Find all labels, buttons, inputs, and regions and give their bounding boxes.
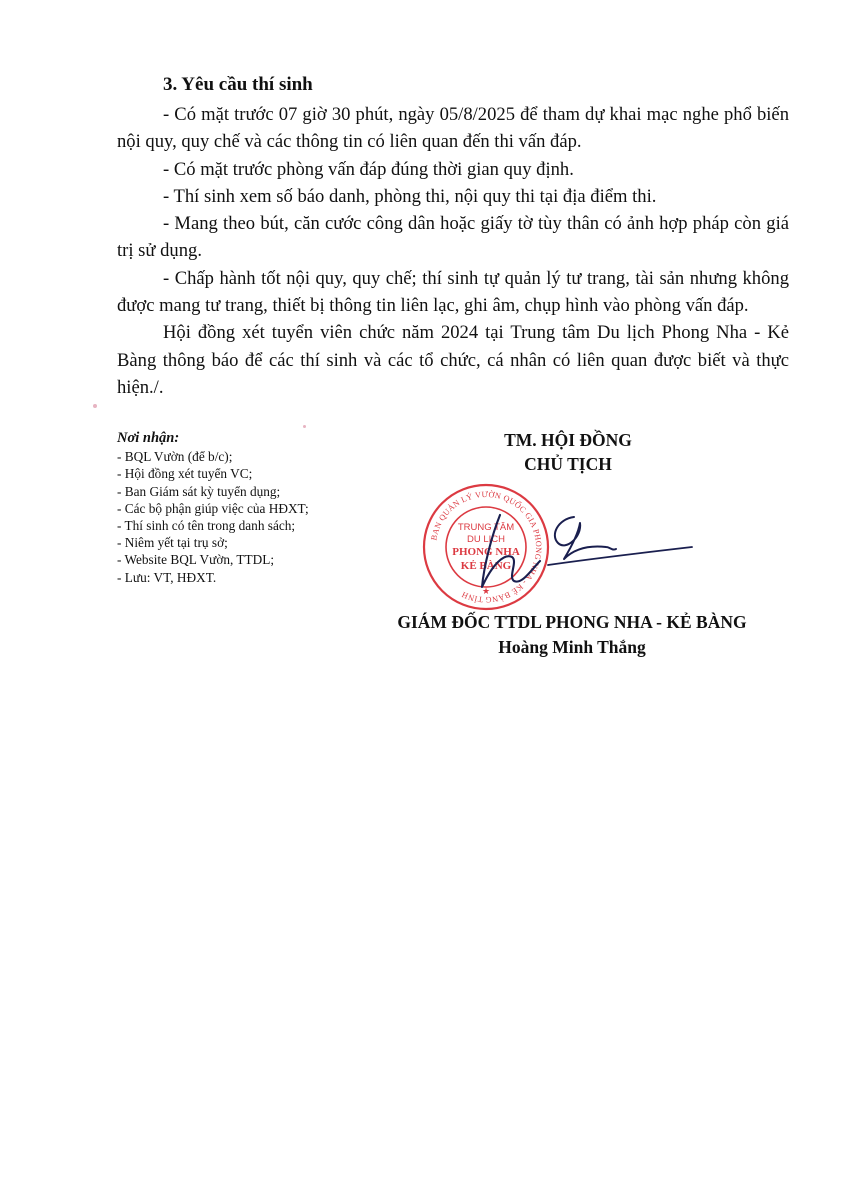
scan-speck <box>93 404 97 408</box>
recipient-item: - BQL Vườn (để b/c); <box>117 449 233 465</box>
scan-speck <box>303 425 306 428</box>
signer-name: Hoàng Minh Thắng <box>498 637 646 657</box>
signature-footer <box>360 610 784 660</box>
paragraph-on-time: - Có mặt trước phòng vấn đáp đúng thời gian quy định. <box>163 158 574 180</box>
svg-text:★: ★ <box>481 586 491 596</box>
signer-position: GIÁM ĐỐC TTDL PHONG NHA - KẺ BÀNG <box>397 612 747 632</box>
paragraph-documents: - Mang theo bút, căn cước công dân hoặc giấy tờ tùy thân có ảnh hợp pháp còn giá trị sử dụng. <box>117 213 789 262</box>
recipient-item: - Lưu: VT, HĐXT. <box>117 569 217 585</box>
paragraph-rules: - Chấp hành tốt nội quy, quy chế; thí sinh tự quản lý tư trang, tài sản nhưng không được mang tư trang, thiết bị thông tin liên lạc, ghi âm, chụp hình vào phòng vấn đáp. <box>117 267 789 317</box>
paragraph-exam-info: - Thí sinh xem số báo danh, phòng thi, nội quy thi tại địa điểm thi. <box>163 185 657 207</box>
seal-center-line1: TRUNG TÂM <box>457 522 515 533</box>
recipient-item: - Niêm yết tại trụ sở; <box>117 535 228 551</box>
recipient-item: - Thí sinh có tên trong danh sách; <box>117 518 296 534</box>
recipients-title: Nơi nhận: <box>117 430 180 446</box>
recipient-item: - Website BQL Vườn, TTDL; <box>117 552 275 568</box>
seal-center-line2: DU LỊCH <box>466 534 506 545</box>
seal-ring-text: BAN QUẢN LÝ VƯỜN QUỐC GIA PHONG NHA - KẺ BÀNG TỈNH <box>429 489 544 605</box>
recipient-item: - Các bộ phận giúp việc của HĐXT; <box>117 500 309 516</box>
paragraph-attendance-time: - Có mặt trước 07 giờ 30 phút, ngày 05/8/2025 để tham dự khai mạc nghe phổ biến nội quy, quy chế và các thông tin có liên quan đến thi vấn đáp. <box>117 104 789 153</box>
signature-title-line2: CHỦ TỊCH <box>524 454 612 474</box>
recipients-list <box>117 448 407 586</box>
recipient-item: - Ban Giám sát kỳ tuyển dụng; <box>117 483 281 499</box>
seal-center-line3: PHONG NHA <box>452 546 520 558</box>
paragraph-closing: Hội đồng xét tuyển viên chức năm 2024 tại Trung tâm Du lịch Phong Nha - Kẻ Bàng thông báo để các thí sinh và các tổ chức, cá nhân có liên quan được biết và thực hiện./. <box>117 322 789 398</box>
signature-title-line1: TM. HỘI ĐỒNG <box>504 430 632 450</box>
signature-header <box>468 428 668 476</box>
handwritten-signature-icon <box>470 505 700 595</box>
recipients-block <box>117 430 407 586</box>
section-title: 3. Yêu cầu thí sinh <box>163 74 313 95</box>
seal-center-line4: KẺ BÀNG <box>460 560 512 572</box>
body-text <box>117 101 789 401</box>
recipient-item: - Hội đồng xét tuyển VC; <box>117 466 253 482</box>
